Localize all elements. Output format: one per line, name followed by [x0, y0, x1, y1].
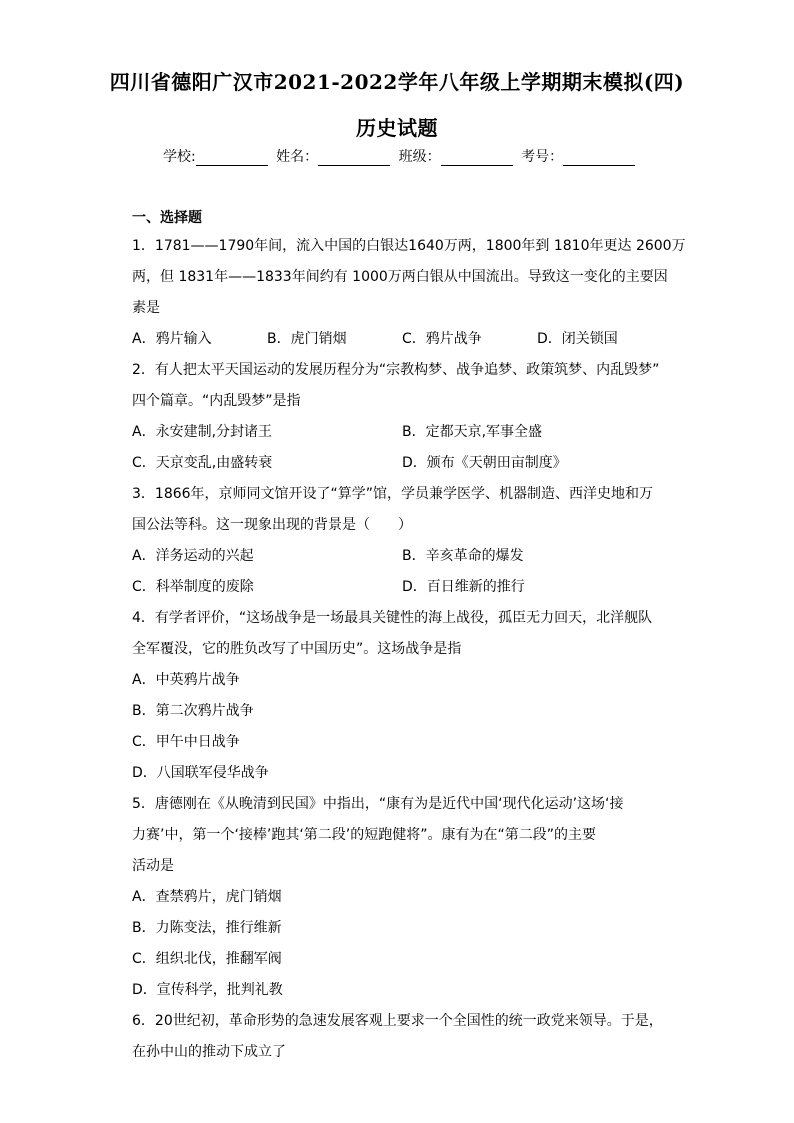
exam-content [132, 205, 686, 1068]
question-4 [132, 603, 672, 789]
options-row [132, 417, 672, 448]
class-label: 班级： [398, 149, 441, 165]
option-d[interactable]: D．宣传科学，批判礼教 [132, 982, 283, 998]
id-label: 考号： [521, 149, 564, 165]
option-b[interactable]: B．虎门销烟 [267, 331, 347, 347]
question-text-line: 6．20世纪初，革命形势的急速发展客观上要求一个全国性的统一政党来领导。于是， [132, 1013, 663, 1029]
school-label: 学校: [163, 149, 196, 165]
student-info-row [163, 146, 639, 166]
id-field[interactable] [563, 151, 635, 166]
question-text-line: 全军覆没，它的胜负改写了中国历史”。这场战争是指 [132, 641, 462, 657]
question-text-line: 国公法等科。这一现象出现的背景是（ ） [132, 517, 412, 533]
option-a[interactable]: A．查禁鸦片，虎门销烟 [132, 889, 282, 905]
question-text-line: 力赛’中，第一个‘接棒’跑其‘第二段’的短跑健将”。康有为在“第二段”的主要 [132, 827, 597, 843]
class-field[interactable] [441, 151, 513, 166]
exam-subtitle: 历史试题 [356, 116, 438, 140]
question-text-line: 两，但 1831年——1833年间约有 1000万两白银从中国流出。导致这一变化的主要因 [132, 269, 668, 285]
option-c[interactable]: C．科举制度的废除 [132, 579, 254, 595]
school-field[interactable] [196, 151, 268, 166]
option-d[interactable]: D．八国联军侵华战争 [132, 765, 269, 781]
option-d[interactable]: D．闭关锁国 [537, 331, 618, 347]
question-text-line: 1．1781——1790年间，流入中国的白银达1640万两，1800年到 1810年更达 2600万 [132, 238, 686, 254]
question-5 [132, 789, 672, 1006]
option-c[interactable]: C．鸦片战争 [402, 331, 482, 347]
question-6 [132, 1006, 672, 1068]
option-b[interactable]: B．第二次鸦片战争 [132, 703, 254, 719]
name-field[interactable] [318, 151, 390, 166]
option-d[interactable]: D．百日维新的推行 [402, 579, 525, 595]
question-text-line: 3．1866年，京师同文馆开设了“算学”馆，学员兼学医学、机器制造、西洋史地和万 [132, 486, 654, 502]
options-row [132, 572, 672, 603]
question-text-line: 5．唐德刚在《从晚清到民国》中指出，“康有为是近代中国‘现代化运动’这场‘接 [132, 796, 624, 812]
question-2 [132, 355, 672, 479]
options-row [132, 324, 672, 355]
option-a[interactable]: A．鸦片输入 [132, 331, 212, 347]
exam-title: 四川省德阳广汉市2021-2022学年八年级上学期期末模拟(四) [109, 70, 685, 94]
question-text-line: 素是 [132, 300, 160, 316]
question-1 [132, 231, 686, 355]
option-a[interactable]: A．永安建制,分封诸王 [132, 424, 273, 440]
question-text-line: 在孙中山的推动下成立了 [132, 1044, 286, 1060]
option-c[interactable]: C．甲午中日战争 [132, 734, 240, 750]
option-a[interactable]: A．中英鸦片战争 [132, 672, 240, 688]
option-a[interactable]: A．洋务运动的兴起 [132, 548, 254, 564]
option-b[interactable]: B．定都天京,军事全盛 [402, 424, 543, 440]
question-text-line: 活动是 [132, 858, 174, 874]
name-label: 姓名： [276, 149, 319, 165]
option-b[interactable]: B．辛亥革命的爆发 [402, 548, 524, 564]
option-c[interactable]: C．天京变乱,由盛转衰 [132, 455, 273, 471]
option-c[interactable]: C．组织北伐，推翻军阀 [132, 951, 282, 967]
section-title: 一、选择题 [132, 210, 202, 226]
question-text-line: 4．有学者评价，“这场战争是一场最具关键性的海上战役，孤臣无力回天，北洋舰队 [132, 610, 653, 626]
option-b[interactable]: B．力陈变法，推行维新 [132, 920, 282, 936]
question-3 [132, 479, 672, 603]
options-row [132, 541, 672, 572]
question-text-line: 2．有人把太平天国运动的发展历程分为“宗教构梦、战争追梦、政策筑梦、内乱毁梦” [132, 362, 660, 378]
question-text-line: 四个篇章。“内乱毁梦”是指 [132, 393, 301, 409]
options-row [132, 448, 672, 479]
option-d[interactable]: D．颁布《天朝田亩制度》 [402, 455, 567, 471]
